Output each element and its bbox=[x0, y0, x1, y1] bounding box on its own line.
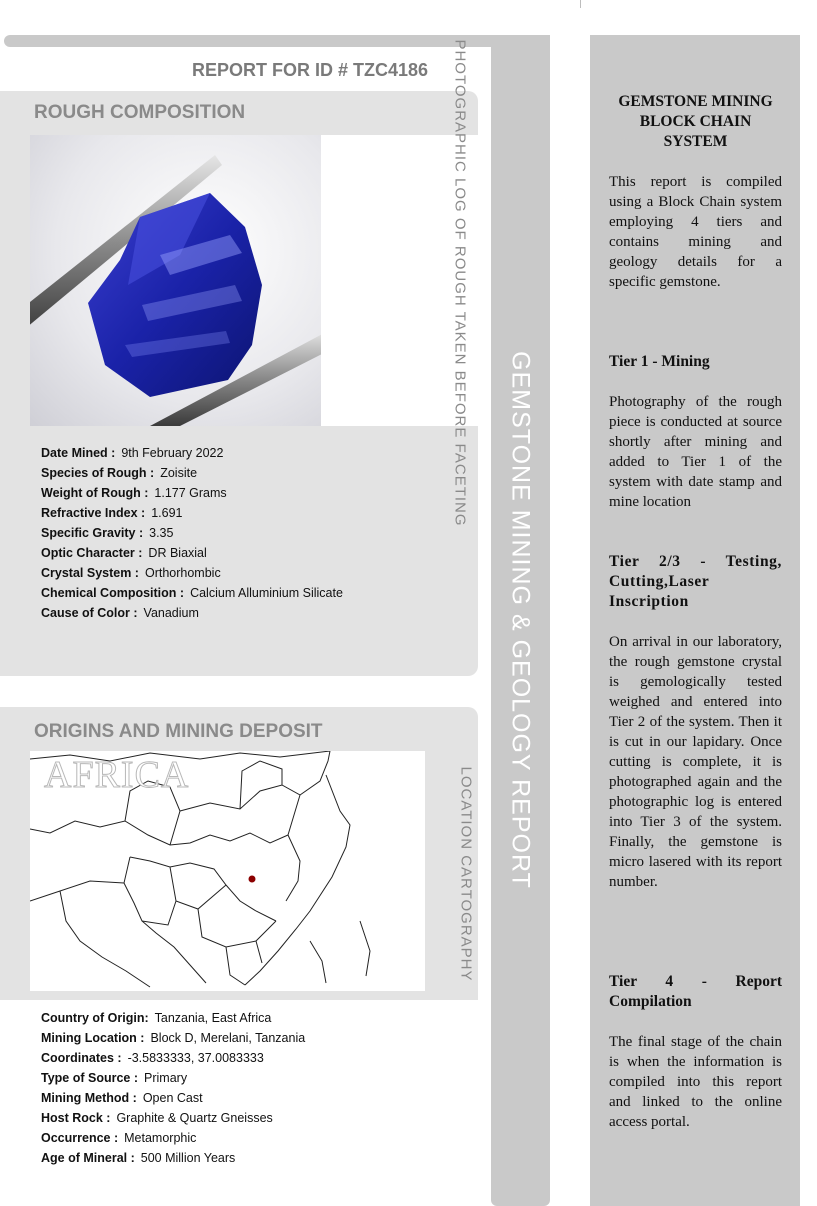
detail-row: Date Mined : 9th February 2022 bbox=[41, 446, 224, 460]
top-tick-mark bbox=[580, 0, 581, 8]
rough-details bbox=[41, 443, 343, 623]
tier23-heading: Tier 2/3 - Testing, Cutting,Laser Inscription bbox=[609, 553, 782, 610]
africa-map bbox=[30, 751, 478, 991]
map-region-label: AFRICA bbox=[44, 754, 190, 796]
report-id: REPORT FOR ID # TZC4186 bbox=[192, 60, 429, 80]
detail-row: Chemical Composition : Calcium Alluminium Silicate bbox=[41, 586, 343, 600]
origins-details bbox=[41, 1008, 305, 1168]
sidebar-intro: This report is compiled using a Block Chain system employing 4 tiers and contains mining and geology details for a specific gemstone. bbox=[609, 174, 782, 290]
detail-row: Species of Rough : Zoisite bbox=[41, 466, 198, 480]
detail-row: Occurrence : Metamorphic bbox=[41, 1131, 197, 1145]
detail-row: Mining Method : Open Cast bbox=[41, 1091, 203, 1105]
detail-row: Country of Origin: Tanzania, East Africa bbox=[41, 1011, 272, 1025]
sidebar-title: GEMSTONE MINING BLOCK CHAIN SYSTEM bbox=[618, 93, 773, 150]
detail-row: Weight of Rough : 1.177 Grams bbox=[41, 486, 227, 500]
gemstone-illustration bbox=[30, 135, 321, 426]
detail-row: Host Rock : Graphite & Quartz Gneisses bbox=[41, 1111, 273, 1125]
origins-title: ORIGINS AND MINING DEPOSIT bbox=[34, 721, 323, 742]
tier23-text: On arrival in our laboratory, the rough gemstone crystal is gemologically tested weighed and entered into Tier 2 of the system. Then it is cut in our lapidary. Once cutting is complete, it is photographed again and the photographic log is entered into Tier 3 of the system. Finally, the gemstone is micro lasered with its report number. bbox=[609, 634, 782, 890]
mine-location-marker bbox=[249, 876, 256, 883]
detail-row: Specific Gravity : 3.35 bbox=[41, 526, 174, 540]
detail-row: Cause of Color : Vanadium bbox=[41, 606, 199, 620]
tier1-text: Photography of the rough piece is conducted at source shortly after mining and added to Tier 1 of the system with date stamp and mine location bbox=[609, 394, 782, 510]
rough-composition-title: ROUGH COMPOSITION bbox=[34, 102, 246, 123]
detail-row: Mining Location : Block D, Merelani, Tanzania bbox=[41, 1031, 306, 1045]
rough-gemstone-photo bbox=[30, 135, 321, 426]
detail-row: Age of Mineral : 500 Million Years bbox=[41, 1151, 236, 1165]
detail-row: Refractive Index : 1.691 bbox=[41, 506, 183, 520]
detail-row: Optic Character : DR Biaxial bbox=[41, 546, 207, 560]
detail-row: Crystal System : Orthorhombic bbox=[41, 566, 221, 580]
tier4-text: The final stage of the chain is when the information is compiled into this report and linked to the online access portal. bbox=[609, 1034, 782, 1130]
tier4-heading: Tier 4 - Report Compilation bbox=[609, 973, 782, 1010]
tier1-heading: Tier 1 - Mining bbox=[609, 353, 710, 370]
detail-row: Type of Source : Primary bbox=[41, 1071, 188, 1085]
detail-row: Coordinates : -3.5833333, 37.0083333 bbox=[41, 1051, 264, 1065]
